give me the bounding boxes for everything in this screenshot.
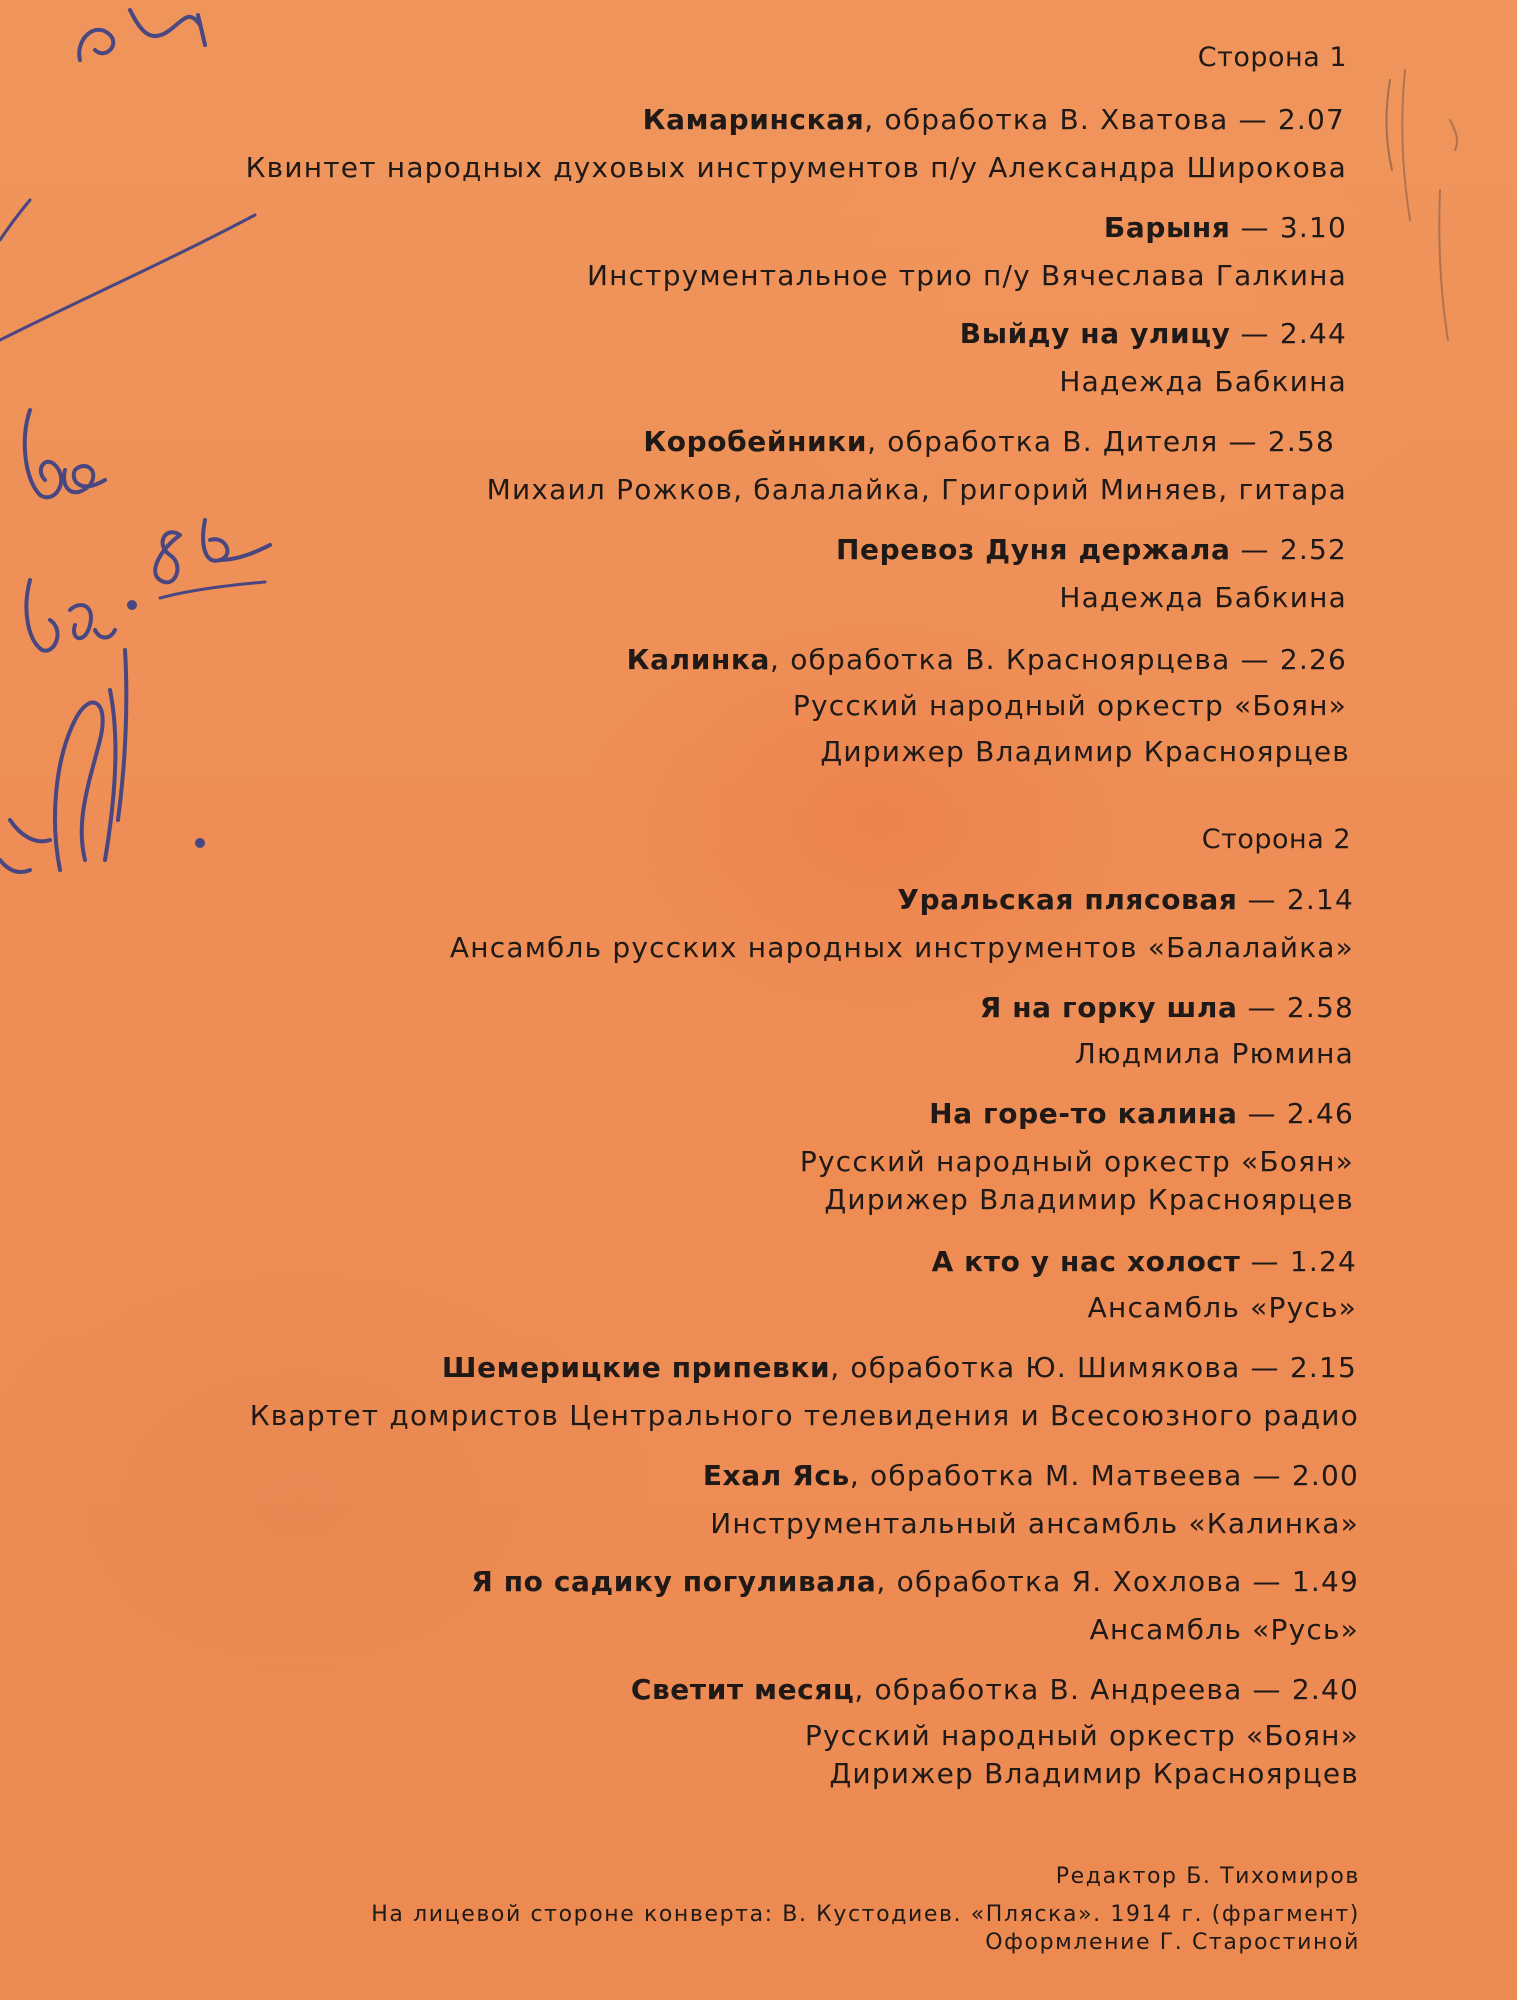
track-performer: Инструментальный ансамбль «Калинка»: [710, 1507, 1359, 1540]
track-performer: Квинтет народных духовых инструментов п/у Александра Широкова: [245, 151, 1347, 184]
side-2-heading: Сторона 2: [1201, 824, 1351, 855]
track-line: [897, 883, 1354, 916]
track-details: — 2.46: [1237, 1097, 1354, 1130]
track-details: , обработка В. Хватова — 2.07: [864, 103, 1345, 136]
track-title: Коробейники: [643, 425, 868, 458]
track-performer: Ансамбль «Русь»: [1087, 1291, 1357, 1324]
track-details: , обработка В. Андреева — 2.40: [854, 1673, 1359, 1706]
track-title: Светит месяц: [630, 1673, 855, 1706]
track-performer: Русский народный оркестр «Боян»: [799, 1145, 1354, 1178]
track-performer: Инструментальное трио п/у Вячеслава Галкина: [586, 259, 1347, 292]
track-performer: Дирижер Владимир Красноярцев: [820, 735, 1350, 768]
track-line: [1103, 211, 1347, 244]
track-line: [835, 533, 1347, 566]
track-performer: Русский народный оркестр «Боян»: [804, 1719, 1359, 1752]
credit-cover: На лицевой стороне конверта: В. Кустодиев. «Пляска». 1914 г. (фрагмент): [371, 1902, 1360, 1927]
track-title: А кто у нас холост: [931, 1245, 1241, 1278]
track-title: Калинка: [626, 643, 771, 676]
track-title: Шемерицкие припевки: [441, 1351, 831, 1384]
track-details: — 2.52: [1230, 533, 1347, 566]
track-title: Выйду на улицу: [959, 317, 1231, 350]
track-performer: Русский народный оркестр «Боян»: [792, 689, 1347, 722]
track-details: — 1.24: [1240, 1245, 1357, 1278]
track-line: [979, 991, 1354, 1024]
track-title: Ехал Ясь: [702, 1459, 850, 1492]
track-details: , обработка В. Красноярцева — 2.26: [770, 643, 1347, 676]
track-line: [626, 643, 1347, 676]
track-title: На горе-то калина: [929, 1097, 1238, 1130]
track-title: Я на горку шла: [979, 991, 1238, 1024]
credit-editor: Редактор Б. Тихомиров: [1055, 1864, 1360, 1889]
track-title: Камаринская: [642, 103, 865, 136]
track-performer: Надежда Бабкина: [1059, 365, 1347, 398]
track-line: [931, 1245, 1357, 1278]
track-performer: Дирижер Владимир Красноярцев: [829, 1757, 1359, 1790]
side-1-heading: Сторона 1: [1197, 42, 1347, 73]
track-details: , обработка Я. Хохлова — 1.49: [876, 1565, 1359, 1598]
track-line: [630, 1673, 1359, 1706]
track-line: [702, 1459, 1359, 1492]
track-performer: Михаил Рожков, балалайка, Григорий Миняев, гитара: [486, 473, 1347, 506]
track-details: — 3.10: [1230, 211, 1347, 244]
track-details: , обработка М. Матвеева — 2.00: [849, 1459, 1359, 1492]
credit-design: Оформление Г. Старостиной: [985, 1930, 1360, 1955]
track-title: Уральская плясовая: [897, 883, 1238, 916]
track-details: , обработка Ю. Шимякова — 2.15: [830, 1351, 1357, 1384]
track-title: Я по садику погуливала: [471, 1565, 877, 1598]
track-details: , обработка В. Дителя — 2.58: [867, 425, 1335, 458]
track-performer: Ансамбль «Русь»: [1089, 1613, 1359, 1646]
track-performer: Дирижер Владимир Красноярцев: [824, 1183, 1354, 1216]
track-line: [642, 103, 1345, 136]
track-details: — 2.44: [1230, 317, 1347, 350]
track-line: [959, 317, 1347, 350]
track-details: — 2.14: [1237, 883, 1354, 916]
track-line: [929, 1097, 1354, 1130]
track-line: [471, 1565, 1359, 1598]
track-performer: Квартет домристов Центрального телевидения и Всесоюзного радио: [249, 1399, 1359, 1432]
track-line: [441, 1351, 1357, 1384]
track-details: — 2.58: [1237, 991, 1354, 1024]
track-title: Перевоз Дуня держала: [835, 533, 1231, 566]
track-title: Барыня: [1103, 211, 1231, 244]
track-performer: Людмила Рюмина: [1074, 1037, 1354, 1070]
track-performer: Надежда Бабкина: [1059, 581, 1347, 614]
track-performer: Ансамбль русских народных инструментов «Балалайка»: [449, 931, 1354, 964]
track-line: [643, 425, 1335, 458]
